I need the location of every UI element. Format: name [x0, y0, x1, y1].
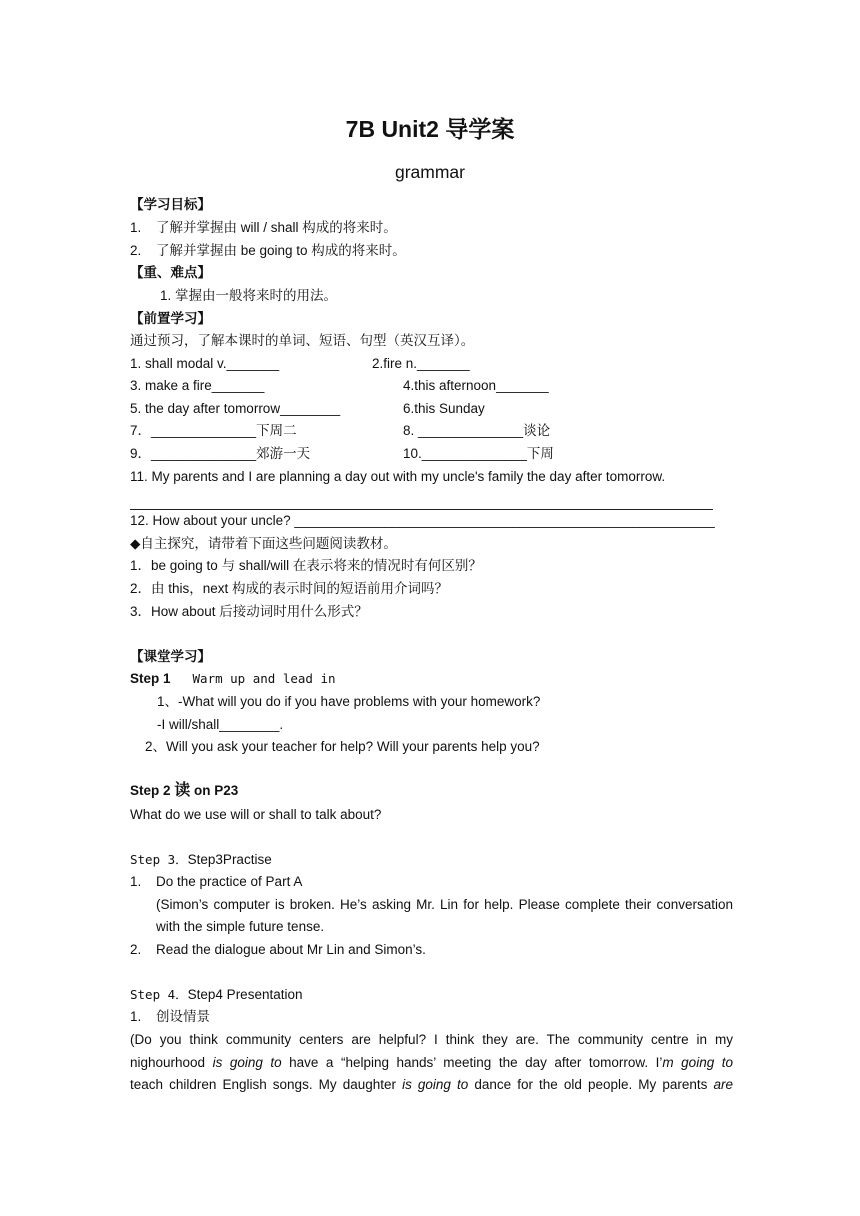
passage-line-3	[130, 1076, 733, 1094]
passage-line-2-part-a: nighourhood	[130, 1055, 213, 1070]
step-1-question-2: 2、Will you ask your teacher for help? Will your parents help you?	[145, 739, 540, 754]
passage-line-1: (Do you think community centers are helpful? I think they are. The community centre in my	[130, 1032, 733, 1047]
passage-line-2-italic-a: is going to	[212, 1055, 282, 1070]
document-title: 7B Unit2 导学案	[345, 116, 515, 142]
step-3-item-1-detail-line-2: with the simple future tense.	[156, 919, 325, 934]
vocab-item-10: 10.______________下周	[403, 446, 554, 461]
objective-item-2-number: 2.	[130, 243, 142, 258]
vocab-item-3: 3. make a fire_______	[130, 378, 265, 393]
passage-line-2-italic-b: m going to	[662, 1055, 733, 1070]
step-4-item-1-text: 创设情景	[156, 1009, 210, 1024]
sentence-11: 11. My parents and I are planning a day out with my uncle's family the day after tomorrow.	[130, 469, 666, 484]
step-1-question-1: 1、-What will you do if you have problems with your homework?	[157, 694, 541, 709]
step-3-item-2-number: 2.	[130, 942, 142, 957]
step-3-item-2	[130, 941, 426, 959]
passage-line-3-italic-b: are	[713, 1077, 733, 1092]
document-subtitle: grammar	[394, 162, 465, 182]
answer-line-11	[130, 509, 713, 510]
classroom-heading: 【课堂学习】	[130, 649, 211, 664]
step-3-item-1-text: Do the practice of Part A	[156, 874, 303, 889]
step-3-header	[130, 851, 272, 869]
vocab-item-8: 8. ______________谈论	[403, 423, 551, 438]
step-1-header	[130, 670, 336, 688]
explore-question-3: 3．How about 后接动词时用什么形式？	[130, 604, 368, 619]
step-4-item-1-number: 1.	[130, 1009, 142, 1024]
step-1-answer-1: -I will/shall________.	[157, 717, 284, 732]
step-2-page: on P23	[190, 783, 239, 798]
step-3-item-1-number: 1.	[130, 874, 142, 889]
step-4-label: Step 4．	[130, 987, 188, 1002]
step-1-title: Warm up and lead in	[192, 671, 336, 686]
step-3-item-1	[130, 873, 302, 891]
keypoints-heading: 【重、难点】	[130, 265, 211, 280]
vocab-item-1: 1. shall modal v._______	[130, 356, 280, 371]
step-2-read: 读	[174, 782, 191, 799]
step-4-title: Step4 Presentation	[187, 987, 303, 1002]
passage-line-3-italic-a: is going to	[402, 1077, 469, 1092]
vocab-item-2: 2.fire n._______	[372, 356, 470, 371]
explore-question-1: 1．be going to 与 shall/will 在表示将来的情况时有何区别？	[130, 558, 482, 573]
vocab-item-5: 5. the day after tomorrow________	[130, 401, 341, 416]
step-2-label: Step 2	[130, 783, 175, 798]
objectives-heading: 【学习目标】	[130, 197, 211, 212]
preview-heading: 【前置学习】	[130, 311, 211, 326]
step-3-item-2-text: Read the dialogue about Mr Lin and Simon’s.	[156, 942, 426, 957]
step-2-header	[130, 782, 238, 800]
explore-intro: ◆自主探究，请带着下面这些问题阅读教材。	[130, 536, 397, 551]
step-3-title: Step3Practise	[187, 852, 272, 867]
objective-item-1-text: 了解并掌握由 will / shall 构成的将来时。	[156, 220, 397, 235]
vocab-item-4: 4.this afternoon_______	[403, 378, 549, 393]
step-4-item-1	[130, 1008, 210, 1026]
step-2-question: What do we use will or shall to talk about?	[130, 807, 382, 822]
passage-line-2	[130, 1054, 733, 1072]
explore-question-2: 2．由 this，next 构成的表示时间的短语前用介词吗？	[130, 581, 449, 596]
vocab-item-7: 7．______________下周二	[130, 423, 297, 438]
objective-item-1-number: 1.	[130, 220, 142, 235]
preview-intro: 通过预习，了解本课时的单词、短语、句型（英汉互译）。	[130, 333, 475, 348]
objective-item-2-text: 了解并掌握由 be going to 构成的将来时。	[156, 243, 406, 258]
sentence-12: 12. How about your uncle? ________________________________________________________	[130, 513, 715, 528]
step-4-header	[130, 986, 303, 1004]
vocab-item-6: 6.this Sunday	[403, 401, 485, 416]
keypoint-item-1: 1. 掌握由一般将来时的用法。	[160, 288, 338, 303]
step-3-item-1-detail-line-1: (Simon’s computer is broken. He’s asking Mr. Lin for help. Please complete their conversation	[156, 897, 733, 912]
step-3-label: Step 3．	[130, 852, 188, 867]
objective-item-2	[130, 242, 406, 260]
vocab-item-9: 9．______________郊游一天	[130, 446, 311, 461]
step-1-label: Step 1	[130, 671, 171, 686]
passage-line-2-part-c: have a “helping hands’ meeting the day after tomorrow. I’	[281, 1055, 663, 1070]
objective-item-1	[130, 219, 397, 237]
passage-line-3-part-c: dance for the old people. My parents	[468, 1077, 714, 1092]
passage-line-3-part-a: teach children English songs. My daughter	[130, 1077, 403, 1092]
